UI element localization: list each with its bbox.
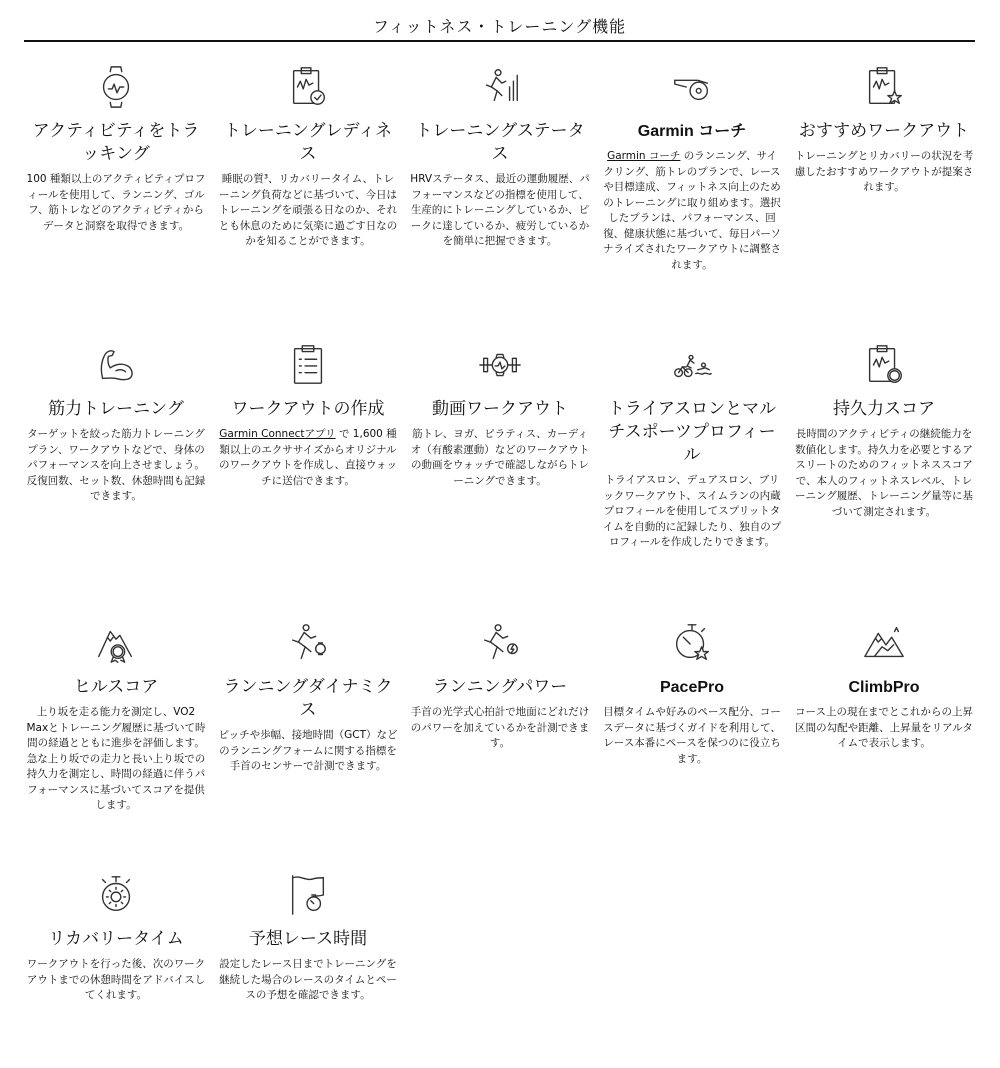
feature-suggested-workouts <box>788 60 980 338</box>
runner-power-icon <box>408 616 592 670</box>
feature-climbpro <box>788 616 980 868</box>
clipboard-badge-icon <box>792 338 976 392</box>
feature-title: 持久力スコア <box>833 399 935 419</box>
runner-bars-icon <box>408 60 592 114</box>
feature-description: トレーニングとリカバリーの状況を考慮したおすすめワークアウトが提案されます。 <box>794 150 974 193</box>
feature-title: リカバリータイム <box>48 929 184 949</box>
triathlon-icon <box>600 338 784 392</box>
feature-title: ヒルスコア <box>73 677 159 697</box>
feature-workout-creation <box>212 338 404 616</box>
feature-description: コース上の現在までとこれからの上昇区間の勾配や距離、上昇量をリアルタイムで表示します。 <box>795 706 973 749</box>
feature-description: 手首の光学式心拍計で地面にどれだけのパワーを加えているかを計測できます。 <box>410 706 590 749</box>
feature-title: Garmin コーチ <box>637 123 747 140</box>
feature-recovery-time <box>20 868 212 1068</box>
clipboard-star-icon <box>792 60 976 114</box>
feature-title: トレーニングレディネス <box>223 121 393 164</box>
feature-description: 長時間のアクティビティの継続能力を数値化します。持久力を必要とするアスリートのためのフィットネススコアで、本人のフィットネスレベル、トレーニング履歴、トレーニング量等に基づいて測定されます。 <box>794 428 974 518</box>
mountain-badge-icon <box>24 616 208 670</box>
clipboard-list-icon <box>216 338 400 392</box>
feature-description: 目標タイムや好みのペース配分、コースデータに基づくガイドを利用して、レース本番にペースを保つのに役立ちます。 <box>603 706 781 765</box>
feature-triathlon <box>596 338 788 616</box>
feature-title: 動画ワークアウト <box>432 399 568 419</box>
watch-icon <box>24 60 208 114</box>
feature-running-dynamics <box>212 616 404 868</box>
mountain-icon <box>792 616 976 670</box>
feature-title: ClimbPro <box>848 679 920 696</box>
feature-title: トライアスロンとマルチスポーツプロフィール <box>607 399 777 465</box>
barbell-watch-icon <box>408 338 592 392</box>
section-heading-text: フィットネス・トレーニング機能 <box>372 17 627 36</box>
feature-title: ワークアウトの作成 <box>231 399 385 419</box>
stopwatch-star-icon <box>600 616 784 670</box>
section-heading <box>24 14 975 42</box>
feature-description: ピッチや歩幅、接地時間（GCT）などのランニングフォームに関する指標を手首のセンサーで計測できます。 <box>218 729 398 772</box>
feature-race-predictor <box>212 868 404 1068</box>
flag-stopwatch-icon <box>216 868 400 922</box>
feature-endurance-score <box>788 338 980 616</box>
feature-title: おすすめワークアウト <box>798 121 970 141</box>
whistle-icon <box>600 60 784 114</box>
feature-title: ランニングパワー <box>432 677 568 697</box>
stopwatch-sun-icon <box>24 868 208 922</box>
feature-training-status <box>404 60 596 338</box>
feature-running-power <box>404 616 596 868</box>
feature-title: アクティビティをトラッキング <box>32 121 200 164</box>
feature-description: 設定したレース日までトレーニングを継続した場合のレースのタイムとペースの予想を確認できます。 <box>219 958 397 1001</box>
feature-description: 筋トレ、ヨガ、ピラティス、カーディオ（有酸素運動）などのワークアウトの動画をウォッチで確認しながらトレーニングできます。 <box>410 428 590 487</box>
feature-pacepro <box>596 616 788 868</box>
feature-description: HRVステータス、最近の運動履歴、パフォーマンスなどの指標を使用して、生産的にトレーニングしているか、ピークに達しているか、疲労しているかを簡単に把握できます。 <box>410 173 590 247</box>
garmin-coach-link[interactable]: Garmin コーチ <box>607 150 681 162</box>
feature-description: Garmin コーチ のランニング、サイクリング、筋トレのプランで、レースや目標達成、フィットネス向上のためのトレーニングに取り組めます。選択したプランは、パフォーマンス、回復、健康状態に基づいて、毎日パーソナライズされたワークアウトに調整されます。 <box>602 150 782 271</box>
feature-title: 予想レース時間 <box>248 929 368 949</box>
feature-hill-score <box>20 616 212 868</box>
feature-description: ワークアウトを行った後、次のワークアウトまでの休憩時間をアドバイスしてくれます。 <box>26 958 206 1001</box>
feature-description: 上り坂を走る能力を測定し、VO2 Maxとトレーニング履歴に基づいて時間の経過とともに進歩を評価します。 急な上り坂での走力と長い上り坂での持久力を測定し、時間の経過に伴うパフォーマンスに基づいてスコアを提供します。 <box>26 706 206 811</box>
runner-watch-icon <box>216 616 400 670</box>
feature-training-readiness <box>212 60 404 338</box>
feature-title: トレーニングステータス <box>415 121 585 164</box>
feature-grid <box>20 60 980 1068</box>
flexed-arm-icon <box>24 338 208 392</box>
feature-description: 100 種類以上のアクティビティプロフィールを使用して、ランニング、ゴルフ、筋トレなどのアクティビティからデータと洞察を取得できます。 <box>26 173 206 232</box>
garmin-connect-app-link[interactable]: Garmin Connectアプリ <box>219 428 336 440</box>
feature-description: ターゲットを絞った筋力トレーニングプラン、ワークアウトなどで、身体のパフォーマンスを向上させましょう。反復回数、セット数、休憩時間も記録できます。 <box>26 428 206 502</box>
feature-activity-tracking <box>20 60 212 338</box>
feature-description: トライアスロン、デュアスロン、ブリックワークアウト、スイムランの内蔵プロフィールを使用してスプリットタイムを自動的に記録したり、独自のプロフィールを作成したりできます。 <box>602 474 782 548</box>
feature-title: PacePro <box>659 679 725 696</box>
feature-strength-training <box>20 338 212 616</box>
feature-title: 筋力トレーニング <box>48 399 184 419</box>
feature-video-workouts <box>404 338 596 616</box>
feature-title: ランニングダイナミクス <box>223 677 393 720</box>
feature-garmin-coach <box>596 60 788 338</box>
feature-description: Garmin Connectアプリ で 1,600 種類以上のエクササイズからオリジナルのワークアウトを作成し、直接ウォッチに送信できます。 <box>218 428 398 487</box>
clipboard-check-icon <box>216 60 400 114</box>
feature-description: 睡眠の質³、リカバリータイム、トレーニング負荷などに基づいて、今日はトレーニングを頑張る日なのか、それとも休息のために気楽に過ごす日なのかを知ることができます。 <box>218 173 398 247</box>
